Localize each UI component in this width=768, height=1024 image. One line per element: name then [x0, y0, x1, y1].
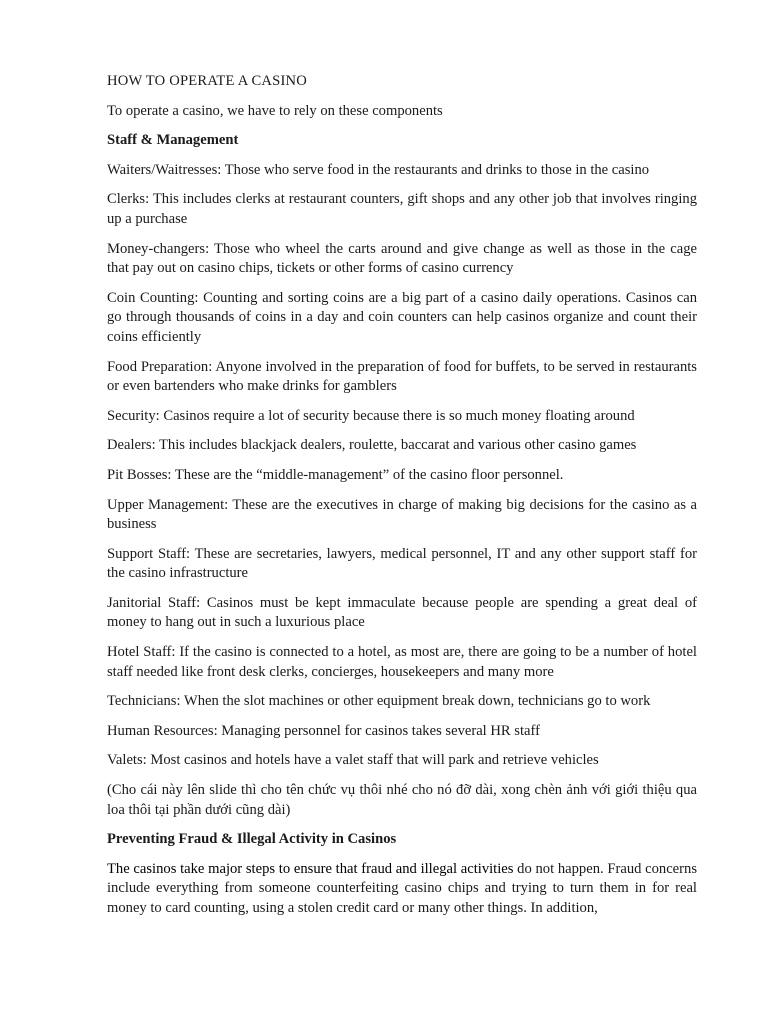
- section-heading-staff: Staff & Management: [107, 132, 239, 149]
- staff-item-technicians: Technicians: When the slot machines or other equipment break down, technicians go to work: [107, 693, 651, 710]
- staff-item-pit-bosses: Pit Bosses: These are the “middle-management” of the casino floor personnel.: [107, 466, 564, 483]
- staff-item-janitorial-staff: Janitorial Staff: Casinos must be kept immaculate because people are spending a great deal of money to hang out in such a luxurious place: [107, 594, 697, 631]
- staff-item-coin-counting: Coin Counting: Counting and sorting coins are a big part of a casino daily operations. Casinos can go through thousands of coins in a day and coin counters can help casinos organize and count their coins efficiently: [107, 289, 697, 345]
- staff-item-food-preparation: Food Preparation: Anyone involved in the preparation of food for buffets, to be served in restaurants or even bartenders who make drinks for gamblers: [107, 358, 697, 395]
- staff-item-security: Security: Casinos require a lot of security because there is so much money floating around: [107, 407, 635, 424]
- fraud-rest-text: do not happen. Fraud concerns include everything from someone counterfeiting casino chips and trying to turn them in for real money to card counting, using a stolen credit card or many other things. In addition,: [107, 860, 697, 916]
- staff-item-dealers: Dealers: This includes blackjack dealers, roulette, baccarat and various other casino games: [107, 437, 637, 454]
- staff-item-clerks: Clerks: This includes clerks at restaurant counters, gift shops and any other job that involves ringing up a purchase: [107, 191, 697, 227]
- staff-item-hotel-staff: Hotel Staff: If the casino is connected to a hotel, as most are, there are going to be a number of hotel staff needed like front desk clerks, concierges, housekeepers and many more: [107, 644, 697, 680]
- document-page: [107, 72, 697, 929]
- staff-item-human-resources: Human Resources: Managing personnel for casinos takes several HR staff: [107, 722, 540, 739]
- staff-item-waiters: Waiters/Waitresses: Those who serve food in the restaurants and drinks to those in the casino: [107, 161, 650, 178]
- staff-item-valets: Valets: Most casinos and hotels have a valet staff that will park and retrieve vehicles: [107, 752, 599, 769]
- fraud-paragraph: [107, 860, 697, 919]
- note-paragraph: (Cho cái này lên slide thì cho tên chức vụ thôi nhé cho nó đỡ dài, xong chèn ảnh với giới thiệu qua loa thôi tại phần dưới cũng dài): [107, 782, 697, 818]
- intro-paragraph: To operate a casino, we have to rely on these components: [107, 102, 443, 119]
- staff-item-money-changers: Money-changers: Those who wheel the carts around and give change as well as those in the cage that pay out on casino chips, tickets or other forms of casino currency: [107, 240, 697, 277]
- section-heading-fraud: Preventing Fraud & Illegal Activity in Casinos: [107, 831, 397, 848]
- staff-item-support-staff: Support Staff: These are secretaries, lawyers, medical personnel, IT and any other support staff for the casino infrastructure: [107, 545, 697, 582]
- document-title: HOW TO OPERATE A CASINO: [107, 73, 308, 89]
- fraud-lead-text: The casinos take major steps to ensure that fraud and illegal activities: [107, 860, 514, 877]
- staff-item-upper-management: Upper Management: These are the executives in charge of making big decisions for the casino as a business: [107, 496, 697, 533]
